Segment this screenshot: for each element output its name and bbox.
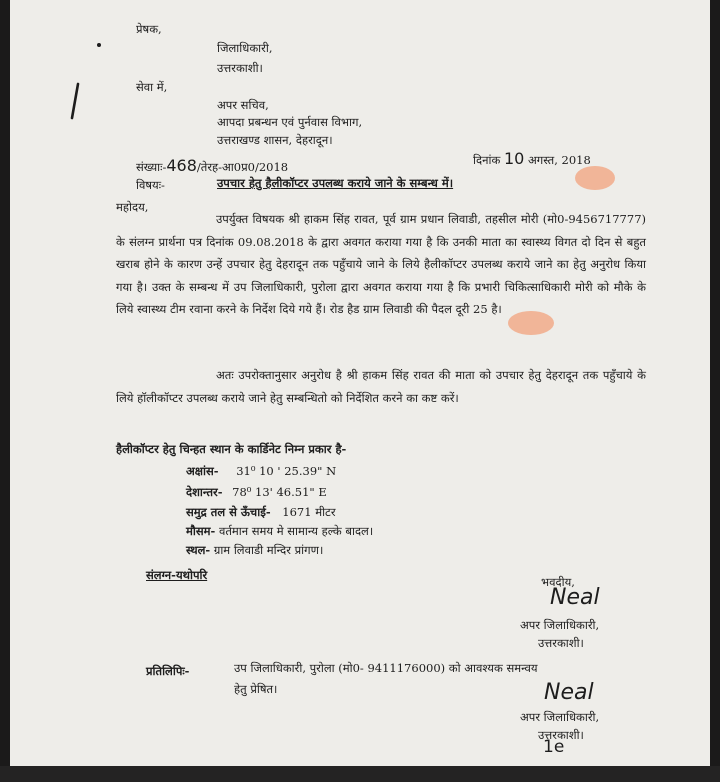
recipient-line-3: उत्तराखण्ड शासन, देहरादून। bbox=[217, 133, 333, 147]
coordinate-row bbox=[186, 543, 323, 558]
coordinate-value: 31⁰ 10 ' 25.39" N bbox=[236, 464, 337, 478]
to-label: सेवा में, bbox=[136, 80, 168, 94]
coordinate-value: ग्राम लिवाडी मन्दिर प्रांगण। bbox=[213, 543, 324, 557]
coordinate-label: अक्षांस- bbox=[186, 464, 219, 478]
ref-prefix: संख्याः- bbox=[136, 160, 167, 174]
sender-name: जिलाधिकारी, bbox=[217, 41, 273, 55]
page-bottom-shadow bbox=[0, 766, 720, 782]
coordinate-value: वर्तमान समय मे सामान्य हल्के बादल। bbox=[218, 524, 374, 538]
coordinate-value: 78⁰ 13' 46.51" E bbox=[232, 485, 327, 499]
coordinates-heading: हैलीकॉप्टर हेतु चिन्हत स्थान के कार्डिनेट निम्न प्रकार है- bbox=[116, 442, 347, 456]
copy-line-1: उप जिलाधिकारी, पुरोला (मो0- 9411176000) को आवश्यक समन्वय bbox=[234, 661, 538, 675]
coordinate-row bbox=[186, 464, 336, 479]
closing: भवदीय, bbox=[541, 575, 575, 589]
paragraph-1: उपर्युक्त विषयक श्री हाकम सिंह रावत, पूर्व ग्राम प्रधान लिवाडी, तहसील मोरी (मो0-9456717777) के संलग्न प्रार्थना पत्र दिनांक 09.08.2018 के द्वारा अवगत कराया गया है कि उनकी माता का स्वास्थ्य विगत दो दिन से बहुत खराब होने के कारण उन्हें उपचार हेतु देहरादून तक पहुँचाये जाने के लिये हैलीकॉप्टर उपलब्ध कराये जाने का हेतु अनुरोध किया गया है। उक्त के सम्बन्ध में उप जिलाधिकारी, पुरोला द्वारा अवगत कराया गया है कि प्रभारी चिकित्साधिकारी मोरी को मौके के लिये स्वास्थ्य टीम रवाना करने के निर्देश दिये गये हैं। रोड हैड ग्राम लिवाडी की पैदल दूरी 25 है। bbox=[116, 212, 646, 317]
coordinate-label: मौसम- bbox=[186, 524, 216, 538]
signatory-place: उत्तरकाशी। bbox=[538, 728, 584, 742]
ref-suffix: /तेरह-आ0प्र0/2018 bbox=[196, 160, 289, 174]
date-handwritten: 10 bbox=[503, 149, 525, 168]
ref-handwritten: 468 bbox=[166, 156, 197, 175]
highlight-mark bbox=[575, 166, 615, 190]
date-prefix: दिनांक bbox=[473, 153, 501, 167]
subject-text: उपचार हेतु हैलीकॉप्टर उपलब्ध कराये जाने के सम्बन्ध में। bbox=[217, 176, 454, 190]
signatory-place: उत्तरकाशी। bbox=[538, 636, 584, 650]
coordinate-row bbox=[186, 505, 336, 520]
recipient-line-1: अपर सचिव, bbox=[217, 98, 269, 112]
coordinate-value: 1671 मीटर bbox=[282, 505, 336, 519]
coordinate-label: देशान्तर- bbox=[186, 485, 223, 499]
initials: 1e bbox=[543, 737, 565, 757]
signature-1: Neal bbox=[550, 585, 600, 610]
letter-page bbox=[10, 0, 710, 766]
letter-date bbox=[473, 151, 591, 168]
coordinate-row bbox=[186, 485, 327, 500]
coordinate-label: स्थल- bbox=[186, 543, 211, 557]
signatory-title: अपर जिलाधिकारी, bbox=[520, 618, 600, 632]
sender-place: उत्तरकाशी। bbox=[217, 61, 263, 75]
recipient-line-2: आपदा प्रबन्धन एवं पुर्नवास विभाग, bbox=[217, 115, 363, 129]
margin-tick-mark bbox=[66, 82, 86, 122]
ink-dot bbox=[94, 40, 104, 50]
paragraph-2: अतः उपरोक्तानुसार अनुरोध है श्री हाकम सिंह रावत की माता को उपचार हेतु देहरादून तक पहुँचाये के लिये हॉलीकॉप्टर उपलब्ध कराये जाने हेतु सम्बन्धितो को निर्देशित करने का कष्ट करें। bbox=[116, 368, 646, 405]
reference-number bbox=[136, 158, 288, 175]
date-suffix: अगस्त, 2018 bbox=[527, 153, 591, 167]
coordinate-row bbox=[186, 524, 373, 539]
signatory-title: अपर जिलाधिकारी, bbox=[520, 710, 600, 724]
copy-line-2: हेतु प्रेषित। bbox=[234, 682, 278, 696]
highlight-mark bbox=[508, 311, 554, 335]
copy-label: प्रतिलिपिः- bbox=[146, 664, 190, 678]
salutation: महोदय, bbox=[116, 200, 149, 214]
subject-label: विषयः- bbox=[136, 178, 165, 192]
sender-label: प्रेषक, bbox=[136, 22, 162, 36]
signature-2: Neal bbox=[544, 680, 594, 705]
enclosure-note: संलग्न-यथोपरि bbox=[146, 568, 208, 582]
coordinate-label: समुद्र तल से ऊँचाई- bbox=[186, 505, 271, 519]
